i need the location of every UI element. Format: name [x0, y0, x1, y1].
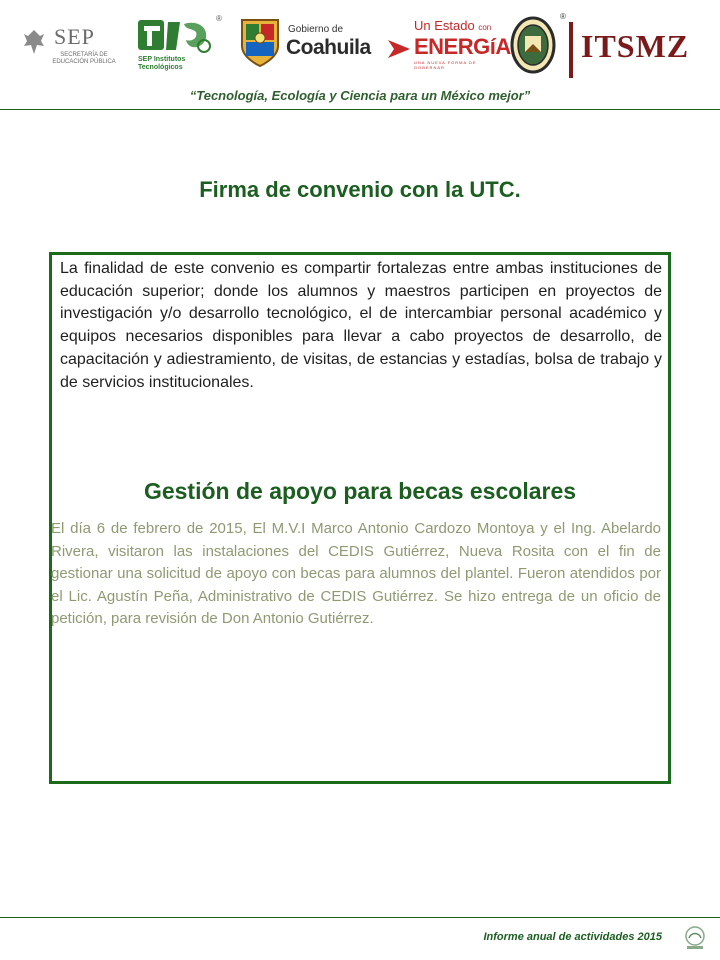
coahuila-wordmark: Coahuila: [286, 36, 371, 59]
estado-energia-logo: [386, 16, 511, 74]
coahuila-prefix: Gobierno de: [288, 24, 344, 35]
sep-wordmark: SEP: [54, 24, 95, 49]
sep-logo: [22, 22, 122, 70]
energia-tagline: UNA NUEVA FORMA DE GOBERNAR: [414, 60, 477, 70]
gobierno-coahuila-logo: [238, 14, 378, 74]
sep-institutos-subtitle: SEP Institutos Tecnológicos: [138, 56, 186, 71]
itsmz-divider: [569, 22, 573, 78]
page-title: Firma de convenio con la UTC.: [199, 177, 521, 202]
header-divider: [0, 109, 720, 110]
sep-subtitle: SECRETARÍA DE EDUCACIÓN PÚBLICA: [52, 52, 116, 65]
sep-institutos-logo: [136, 16, 228, 76]
tecnologicos-emblem-icon: [136, 16, 216, 56]
itsmz-wordmark: ITSMZ: [581, 28, 690, 64]
header-logo-strip: [0, 10, 720, 82]
section-heading: Gestión de apoyo para becas escolares: [143, 478, 577, 504]
energia-wordmark: ENERGíA: [414, 34, 511, 59]
institutional-seal-logo: [510, 14, 556, 76]
footer-divider: [0, 917, 720, 918]
footer-label: Informe anual de actividades 2015: [483, 931, 662, 943]
coahuila-shield-icon: [238, 16, 282, 68]
institutional-motto: “Tecnología, Ecología y Ciencia para un México mejor”: [189, 88, 531, 103]
registered-mark: ®: [216, 14, 222, 23]
registered-mark: ®: [560, 12, 566, 21]
seal-icon: [510, 14, 556, 76]
energia-prefix: Un Estado con: [414, 18, 492, 33]
eagle-icon: [22, 28, 46, 56]
energia-star-icon: [386, 34, 412, 64]
agreement-paragraph: La finalidad de este convenio es compartir fortalezas entre ambas instituciones de educación superior; donde los alumnos y maestros participen en proyectos de investigación y/o desarrollo tecnológico, el de intercambiar personal académico y equipos necesarios disponibles para llevar a cabo proyectos de desarrollo, de capacitación y adiestramiento, de visitas, de estancias y estadías, bolsa de trabajo y de servicios institucionales.: [60, 260, 662, 391]
footer-emblem-icon: [681, 924, 709, 952]
scholarship-paragraph: El día 6 de febrero de 2015, El M.V.I Marco Antonio Cardozo Montoya y el Ing. Abelardo Rivera, visitaron las instalaciones del CEDIS Gutiérrez, Nueva Rosita con el fin de gestionar una solicitud de apoyo con becas para alumnos del plantel. Fueron atendidos por el Lic. Agustín Peña, Administrativo de CEDIS Gutiérrez. Se hizo entrega de un oficio de petición, para revisión de Don Antonio Gutiérrez.: [51, 520, 661, 627]
